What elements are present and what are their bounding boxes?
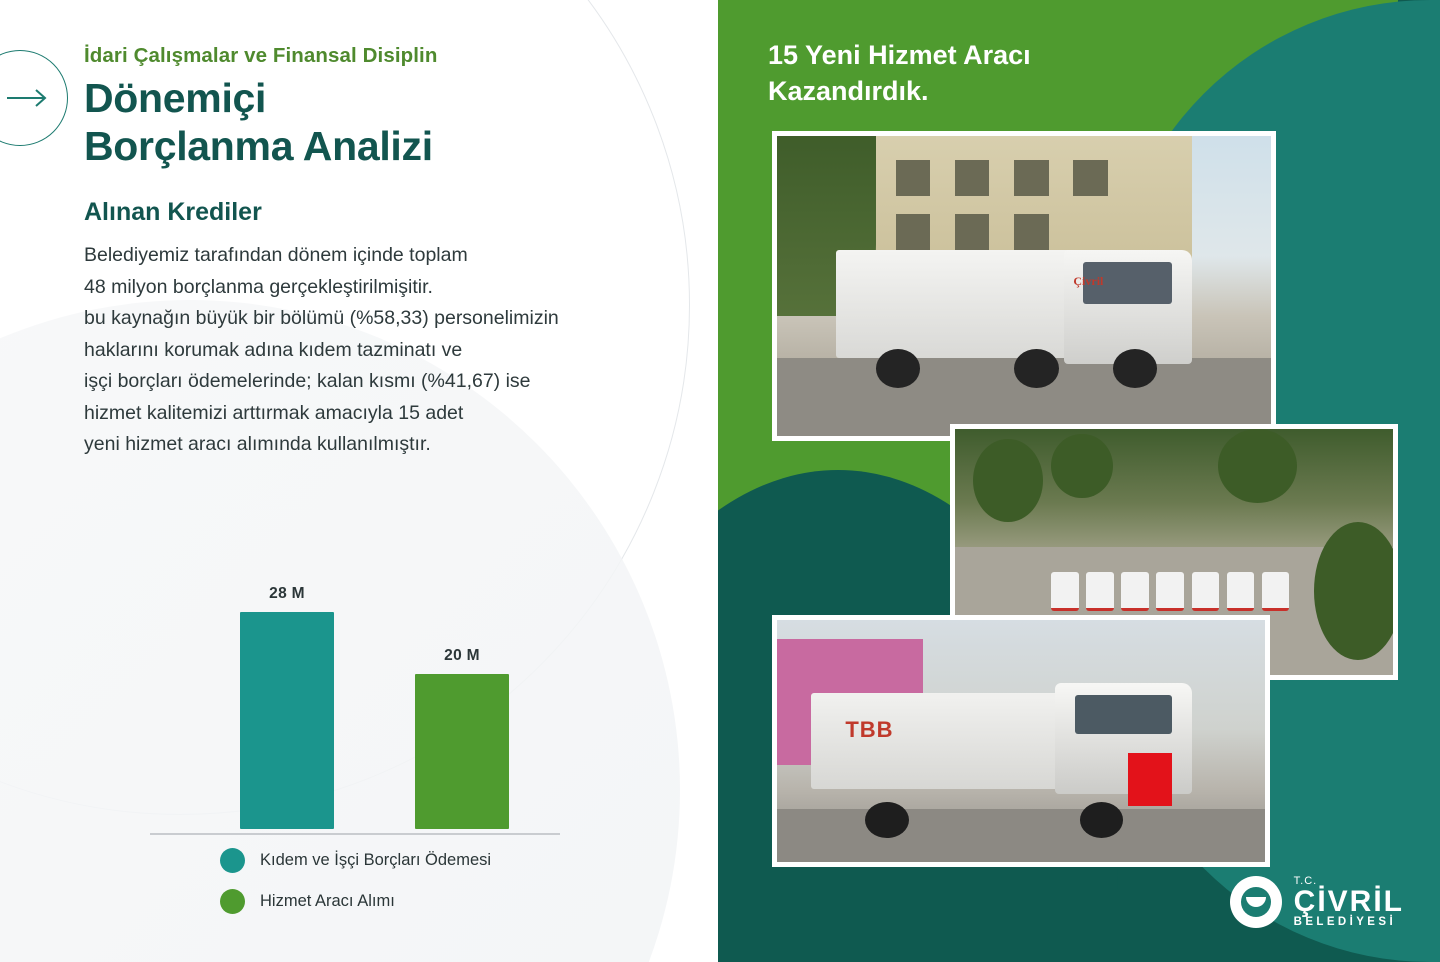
- body-line: yeni hizmet aracı alımında kullanılmıştır.: [84, 433, 431, 456]
- legend-item: [220, 889, 491, 914]
- right-media-panel: [718, 0, 1440, 962]
- body-line: 48 milyon borçlanma gerçekleştirilmişitir.: [84, 275, 433, 298]
- bar-value-label: 20 M: [444, 647, 480, 664]
- legend-item-label: Hizmet Aracı Alımı: [260, 892, 395, 910]
- photo-content: TBB: [777, 620, 1265, 862]
- body-line: bu kaynağın büyük bir bölümü (%58,33) personelimizin: [84, 307, 559, 330]
- body-line: haklarını korumak adına kıdem tazminatı ve: [84, 338, 463, 361]
- legend-color-dot: [220, 848, 245, 873]
- logo-tc: T.C.: [1293, 874, 1318, 887]
- bar-rect: [415, 674, 509, 829]
- chart-legend: [220, 848, 491, 930]
- bar-rect: [240, 612, 334, 829]
- page-title-line-1: Dönemiçi: [84, 75, 267, 121]
- photo-tbb-truck: [772, 615, 1270, 867]
- logo-name: ÇİVRİL: [1293, 884, 1404, 918]
- left-content-panel: [0, 0, 718, 962]
- legend-color-dot: [220, 889, 245, 914]
- municipality-logo: [1230, 876, 1404, 929]
- photo-garbage-truck-front: [772, 131, 1276, 441]
- body-line: Belediyemiz tarafından dönem içinde toplam: [84, 244, 468, 266]
- chart-bars: [150, 559, 590, 829]
- photo-content: Çivril: [777, 136, 1271, 436]
- bar-2: [415, 647, 509, 829]
- page-title-line-2: Borçlanma Analizi: [84, 123, 433, 170]
- right-panel-title: [768, 38, 1031, 109]
- logo-text: [1294, 876, 1404, 929]
- section-eyebrow: İdari Çalışmalar ve Finansal Disiplin: [84, 44, 438, 67]
- legend-item: [220, 848, 491, 873]
- legend-item-label: Kıdem ve İşçi Borçları Ödemesi: [260, 851, 492, 869]
- bar-1: [240, 585, 334, 829]
- logo-subtitle: BELEDİYESİ: [1293, 915, 1397, 928]
- page-title: [84, 74, 433, 171]
- right-title-line-1: 15 Yeni Hizmet Aracı: [768, 40, 1031, 70]
- body-line: işçi borçları ödemelerinde; kalan kısmı (%41,67) ise: [84, 370, 531, 393]
- right-title-line-2: Kazandırdık.: [768, 75, 929, 106]
- bar-value-label: 28 M: [269, 585, 305, 602]
- chart-axis-line: [150, 833, 560, 836]
- page-subtitle: Alınan Krediler: [84, 198, 262, 226]
- body-paragraph: [84, 240, 694, 461]
- body-line: hizmet kalitemizi arttırmak amacıyla 15 adet: [84, 401, 464, 424]
- belediye-logo-icon: [1230, 876, 1282, 928]
- bar-chart: [120, 545, 590, 835]
